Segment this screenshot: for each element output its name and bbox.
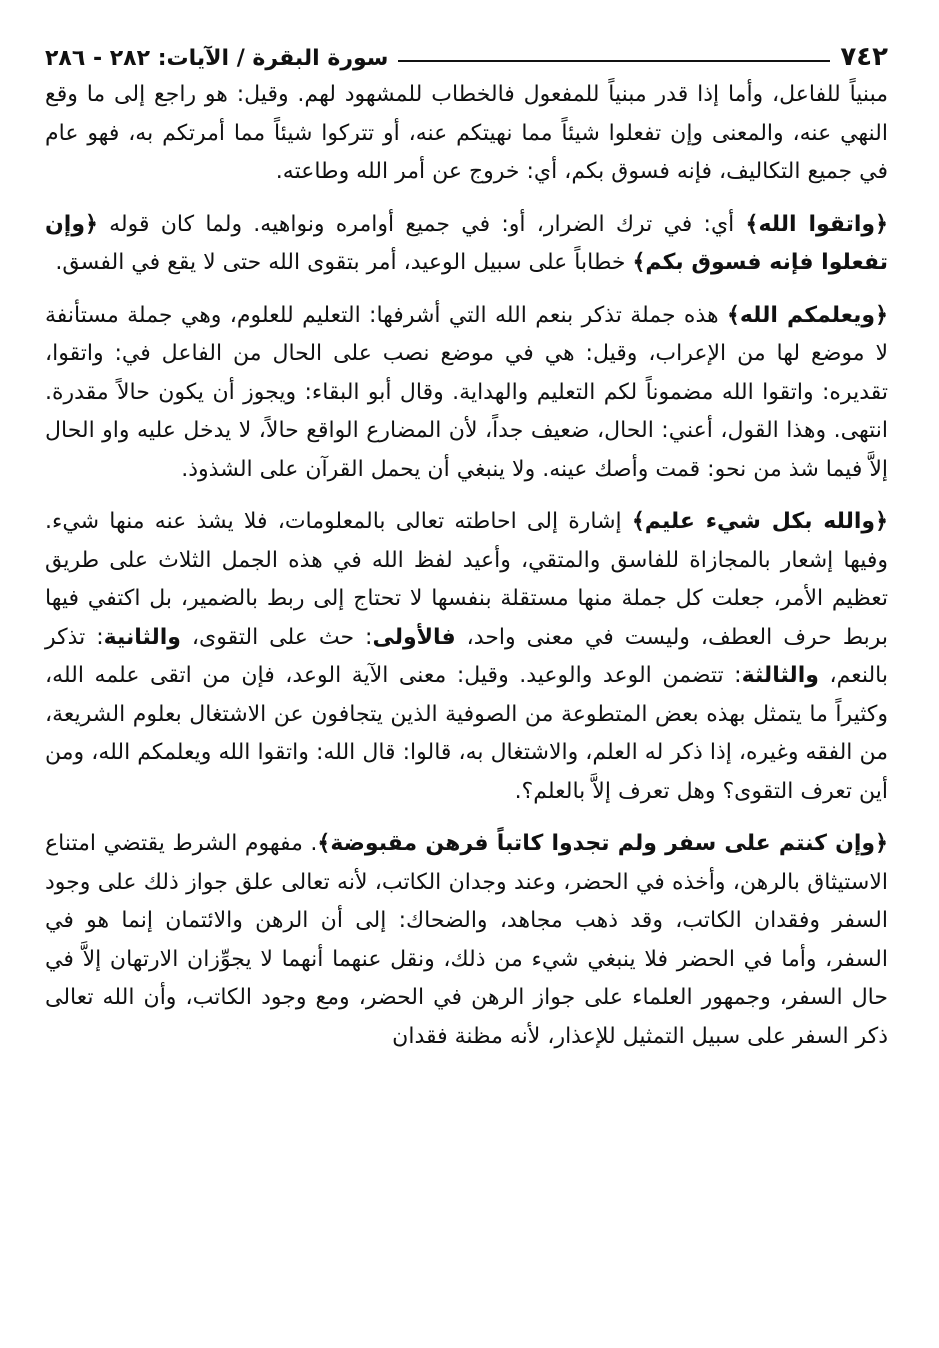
paragraph-text: : تتضمن الوعد والوعيد. وقيل: معنى الآية الوعد، فإن من اتقى علمه الله، وكثيراً ما يتمثل بهذه بعض المتطوعة من الصوفية الذين يتجافون عن الاشتغال بعلوم الشريعة، من الفقه وغيره، إذا ذكر له العلم، والاشتغال به، قالوا: قال الله: واتقوا الله ويعلمكم الله، ومن أين تعرف التقوى؟ وهل تعرف إلاَّ بالعلم؟. — [45, 663, 888, 804]
bold-term: والثانية — [103, 624, 181, 650]
paragraph-text: مبنياً للفاعل، وأما إذا قدر مبنياً للمفعول فالخطاب للمشهود لهم. وقيل: هو راجع إلى ما وقع النهي عنه، والمعنى وإن تفعلوا شيئاً مما نهيتكم عنه، أو تتركوا شيئاً مما أمرتكم به، فهو عام في جميع التكاليف، فإنه فسوق بكم، أي: خروج عن أمر الله وطاعته. — [45, 82, 888, 184]
paragraph-text: إشارة إلى احاطته تعالى بالمعلومات، فلا يشذ عنه منها شيء. وفيها إشعار بالمجازاة للفاسق والمتقي، وأعيد لفظ الله في هذه الجمل الثلاث على طريق تعظيم الأمر، جعلت كل جملة منها مستقلة بنفسها لا تحتاج إلى ربط بالضمير، بل اكتفي فيها بربط حرف العطف، وليست في معنى واحد، — [45, 509, 888, 650]
paragraph-text: : حث على التقوى، — [180, 624, 373, 650]
paragraph-text: . مفهوم الشرط يقتضي امتناع الاستيثاق بالرهن، وأخذه في الحضر، وعند وجدان الكاتب، لأنه تعالى علق جواز ذلك على وجود السفر وفقدان الكاتب، وقد ذهب مجاهد، والضحاك: إلى أن الرهن والائتمان إنما هو في السفر، وأما في الحضر فلا ينبغي شيء من ذلك، ونقل عنهما أنهما لا يجوِّزان الارتهان إلاَّ في حال السفر، وجمهور العلماء على جواز الرهن في الحضر، ومع وجود الكاتب، وأن الله تعالى ذكر السفر على سبيل التمثيل للإعذار، لأنه مظنة فقدان — [45, 831, 888, 1049]
paragraph-text: هذه جملة تذكر بنعم الله التي أشرفها: التعليم للعلوم، وهي جملة مستأنفة لا موضع لها من الإعراب، وقيل: هي في موضع نصب على الحال من الفاعل في: واتقوا، تقديره: واتقوا الله مضموناً لكم التعليم والهداية. وقال أبو البقاء: ويجوز أن يكون حالاً مقدرة. انتهى. وهذا القول، أعني: الحال، ضعيف جداً، لأن المضارع الواقع حالاً، لا يدخل عليه واو الحال إلاَّ فيما شذ من نحو: قمت وأصك عينه. ولا ينبغي أن يحمل القرآن على الشذوذ. — [45, 302, 888, 482]
paragraph-3 — [45, 297, 888, 490]
quran-quote: ﴿واتقوا الله﴾ — [745, 211, 889, 237]
paragraph-1 — [45, 76, 888, 192]
bold-term: فالأولى — [372, 624, 456, 650]
paragraph-text: : تذكر بالنعم، — [45, 624, 888, 688]
quran-quote: ﴿ويعلمكم الله﴾ — [726, 302, 888, 328]
page-number: ٧٤٢ — [840, 42, 888, 72]
paragraph-4 — [45, 503, 888, 811]
header-title: سورة البقرة / الآيات: ٢٨٢ - ٢٨٦ — [45, 46, 389, 71]
paragraph-5 — [45, 825, 888, 1056]
quran-quote: ﴿والله بكل شيء عليم﴾ — [631, 509, 888, 534]
header-rule — [398, 60, 830, 62]
bold-term: والثالثة — [741, 663, 819, 688]
running-header — [45, 30, 888, 70]
paragraph-2 — [45, 206, 888, 283]
paragraph-text: خطاباً على سبيل الوعيد، أمر بتقوى الله حتى لا يقع في الفسق. — [55, 250, 633, 275]
paragraph-text: أي: في ترك الضرار، أو: في جميع أوامره ونواهيه. ولما كان قوله — [97, 211, 746, 237]
quran-quote: ﴿وإن كنتم على سفر ولم تجدوا كاتباً فرهن مقبوضة﴾ — [317, 831, 888, 856]
quran-quote: ﴿وإن تفعلوا فإنه فسوق بكم﴾ — [45, 211, 888, 275]
page — [45, 30, 888, 1070]
